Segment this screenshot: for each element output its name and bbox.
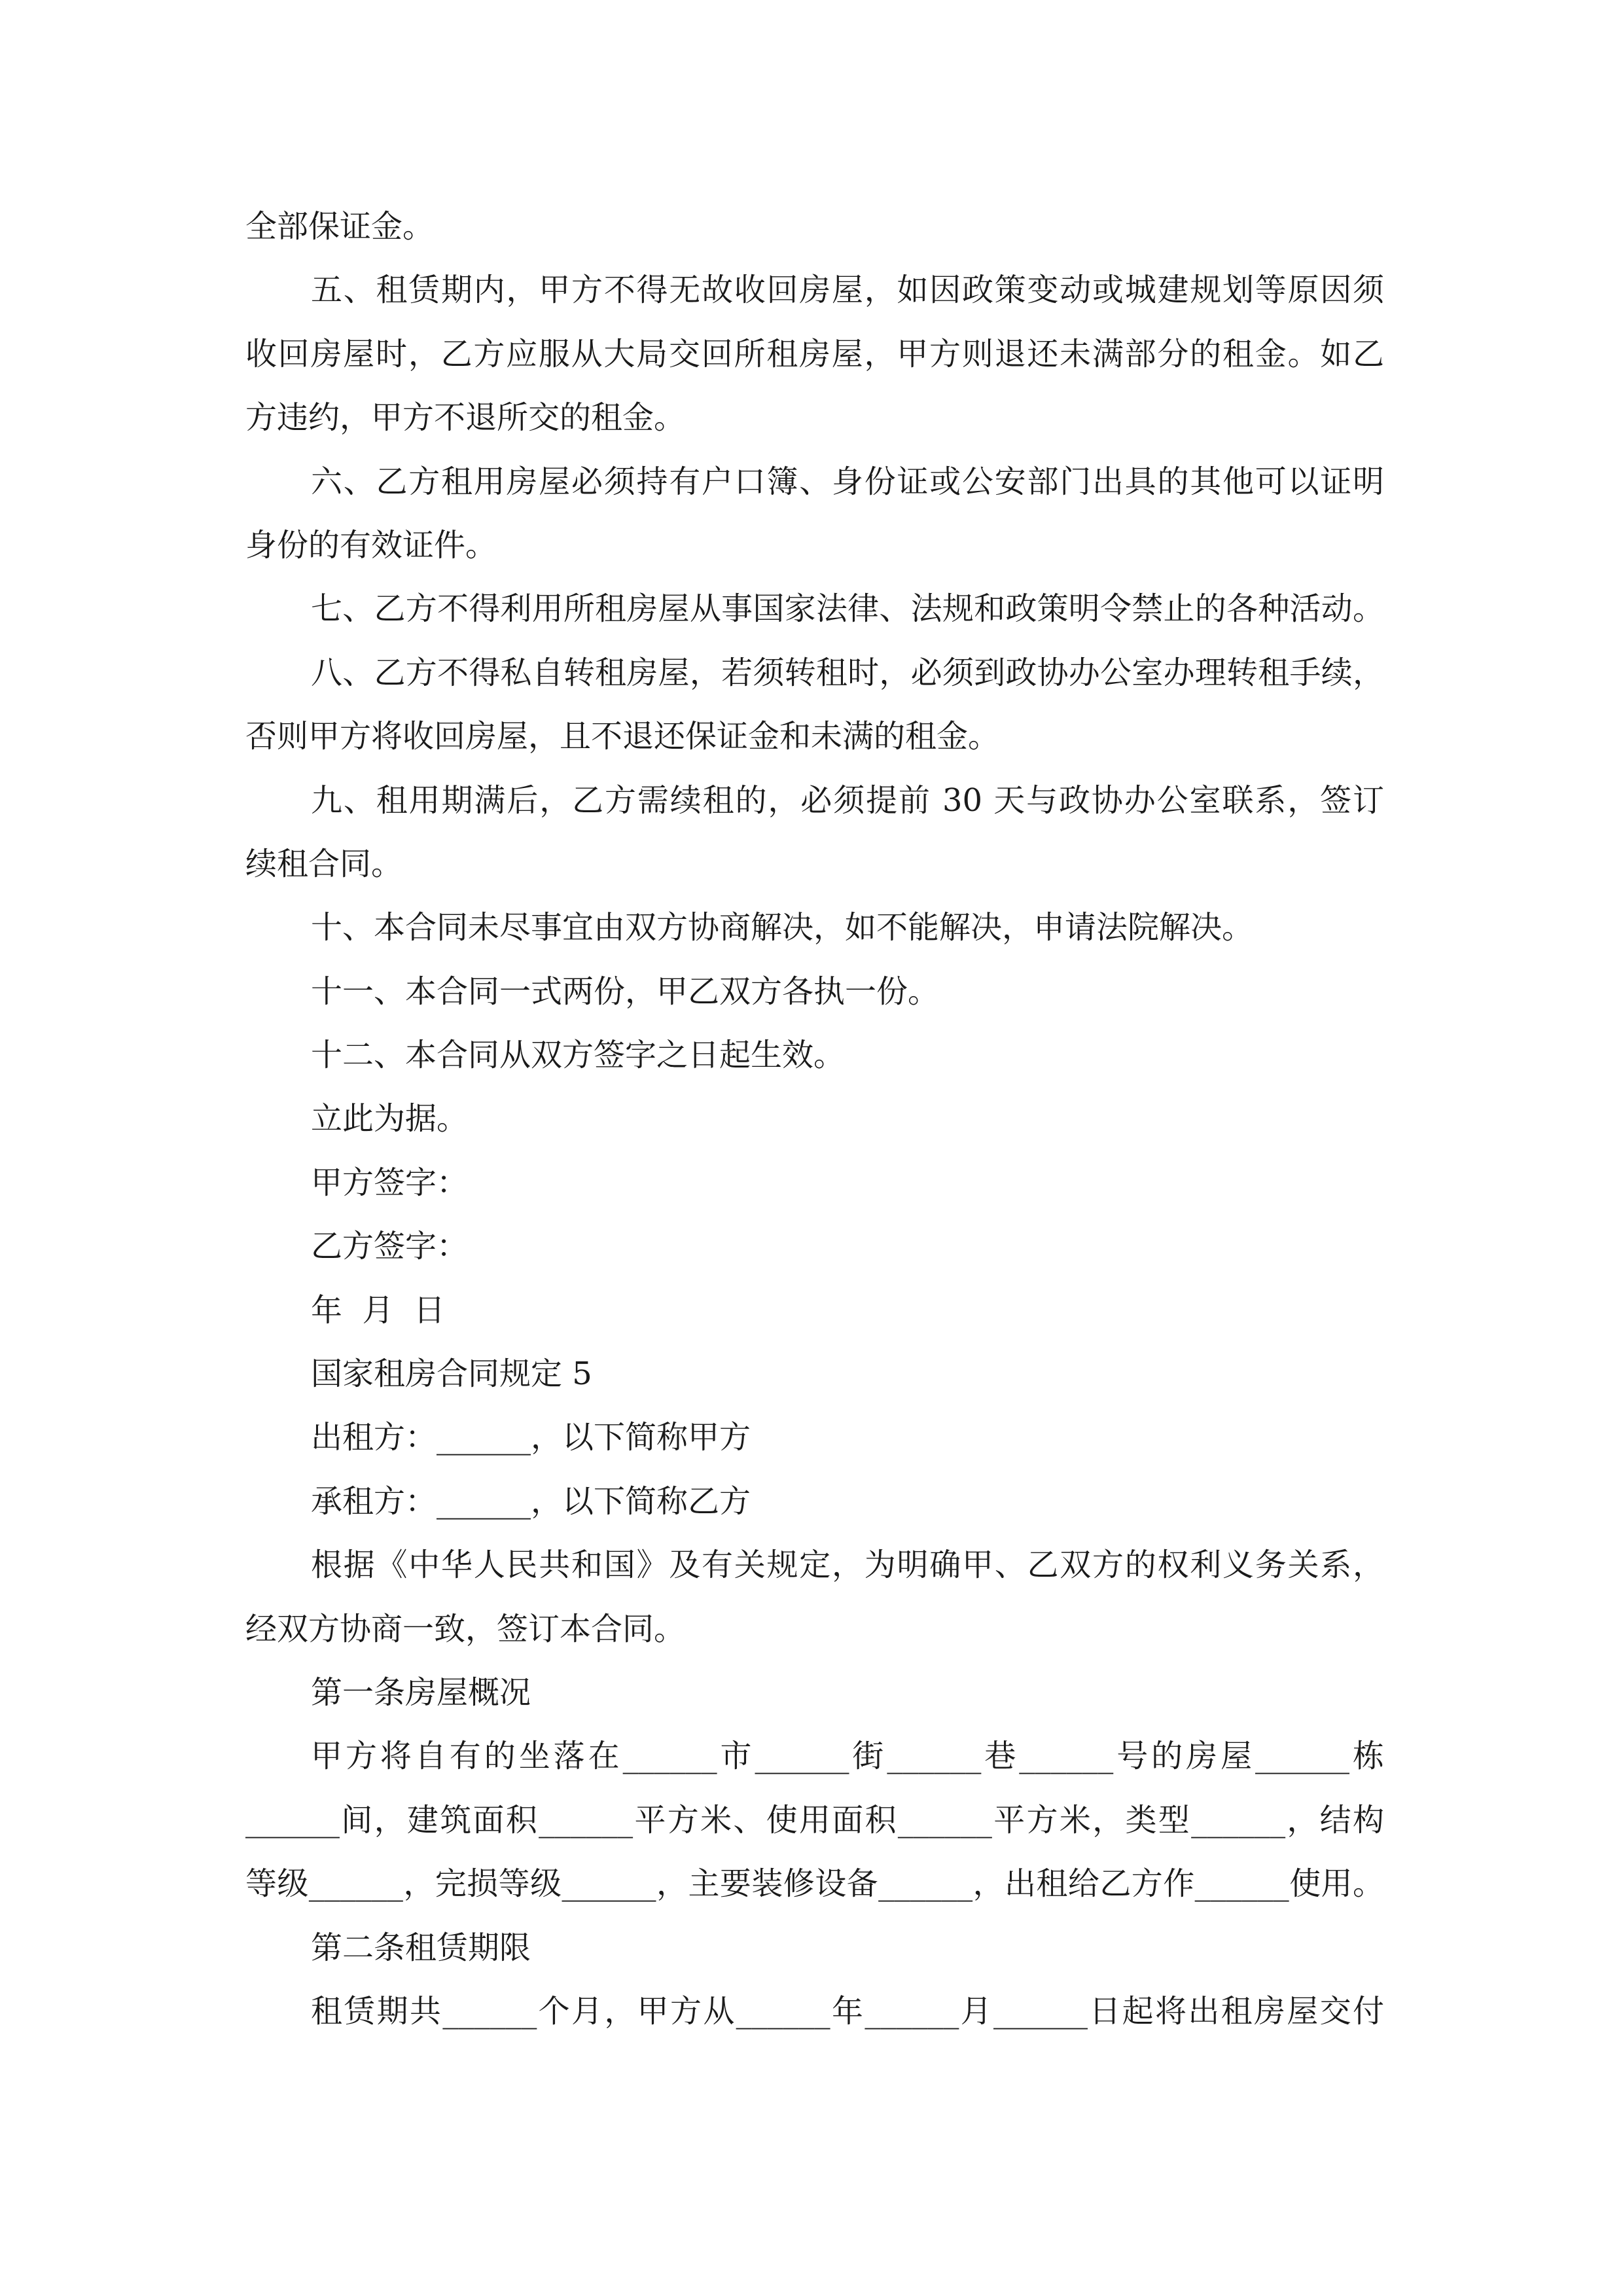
text-line: 甲方将自有的坐落在______市______街______巷______号的房屋______栋 [311,1738,1384,1775]
text-line: 否则甲方将收回房屋，且不退还保证金和未满的租金。 [245,718,1000,755]
text-line: 租赁期共______个月，甲方从______年______月______日起将出租房屋交付 [311,1992,1384,2030]
text-line: 七、乙方不得利用所租房屋从事国家法律、法规和政策明令禁止的各种活动。 [311,590,1384,628]
text-line: 全部保证金。 [245,208,435,245]
contract-text [245,195,1384,2043]
text-line: 收回房屋时，乙方应服从大局交回所租房屋，甲方则退还未满部分的租金。如乙 [245,335,1384,372]
text-line: 八、乙方不得私自转租房屋，若须转租时，必须到政协办公室办理转租手续， [311,654,1384,691]
text-line: 九、租用期满后，乙方需续租的，必须提前 30 天与政协办公室联系，签订 [311,781,1384,819]
date-line: 年 月 日 [311,1291,446,1329]
text-line: 十一、本合同一式两份，甲乙双方各执一份。 [311,973,940,1010]
clause-heading: 第二条租赁期限 [311,1929,531,1966]
text-line: 根据《中华人民共和国》及有关规定，为明确甲、乙双方的权利义务关系， [311,1547,1384,1584]
text-line: 六、乙方租用房屋必须持有户口簿、身份证或公安部门出具的其他可以证明 [311,463,1384,500]
text-line: 承租方：______，以下简称乙方 [311,1482,751,1520]
text-line: 续租合同。 [245,845,403,882]
text-line: 十、本合同未尽事宜由双方协商解决，如不能解决，申请法院解决。 [311,909,1254,946]
signature-line-party-a: 甲方签字： [311,1164,469,1201]
signature-line-party-b: 乙方签字： [311,1228,469,1265]
text-line: 方违约，甲方不退所交的租金。 [245,399,686,437]
text-line: 等级______，完损等级______，主要装修设备______，出租给乙方作______使用。 [245,1865,1384,1903]
clause-heading: 第一条房屋概况 [311,1674,531,1711]
text-line: ______间，建筑面积______平方米、使用面积______平方米，类型______，结构 [245,1801,1384,1839]
text-line: 经双方协商一致，签订本合同。 [245,1610,686,1647]
text-line: 五、租赁期内，甲方不得无故收回房屋，如因政策变动或城建规划等原因须 [311,272,1384,309]
text-line: 出租方：______，以下简称甲方 [311,1419,751,1456]
section-title: 国家租房合同规定 5 [311,1355,592,1393]
text-line: 十二、本合同从双方签字之日起生效。 [311,1037,846,1074]
text-line: 身份的有效证件。 [245,526,497,564]
text-line: 立此为据。 [311,1100,469,1138]
